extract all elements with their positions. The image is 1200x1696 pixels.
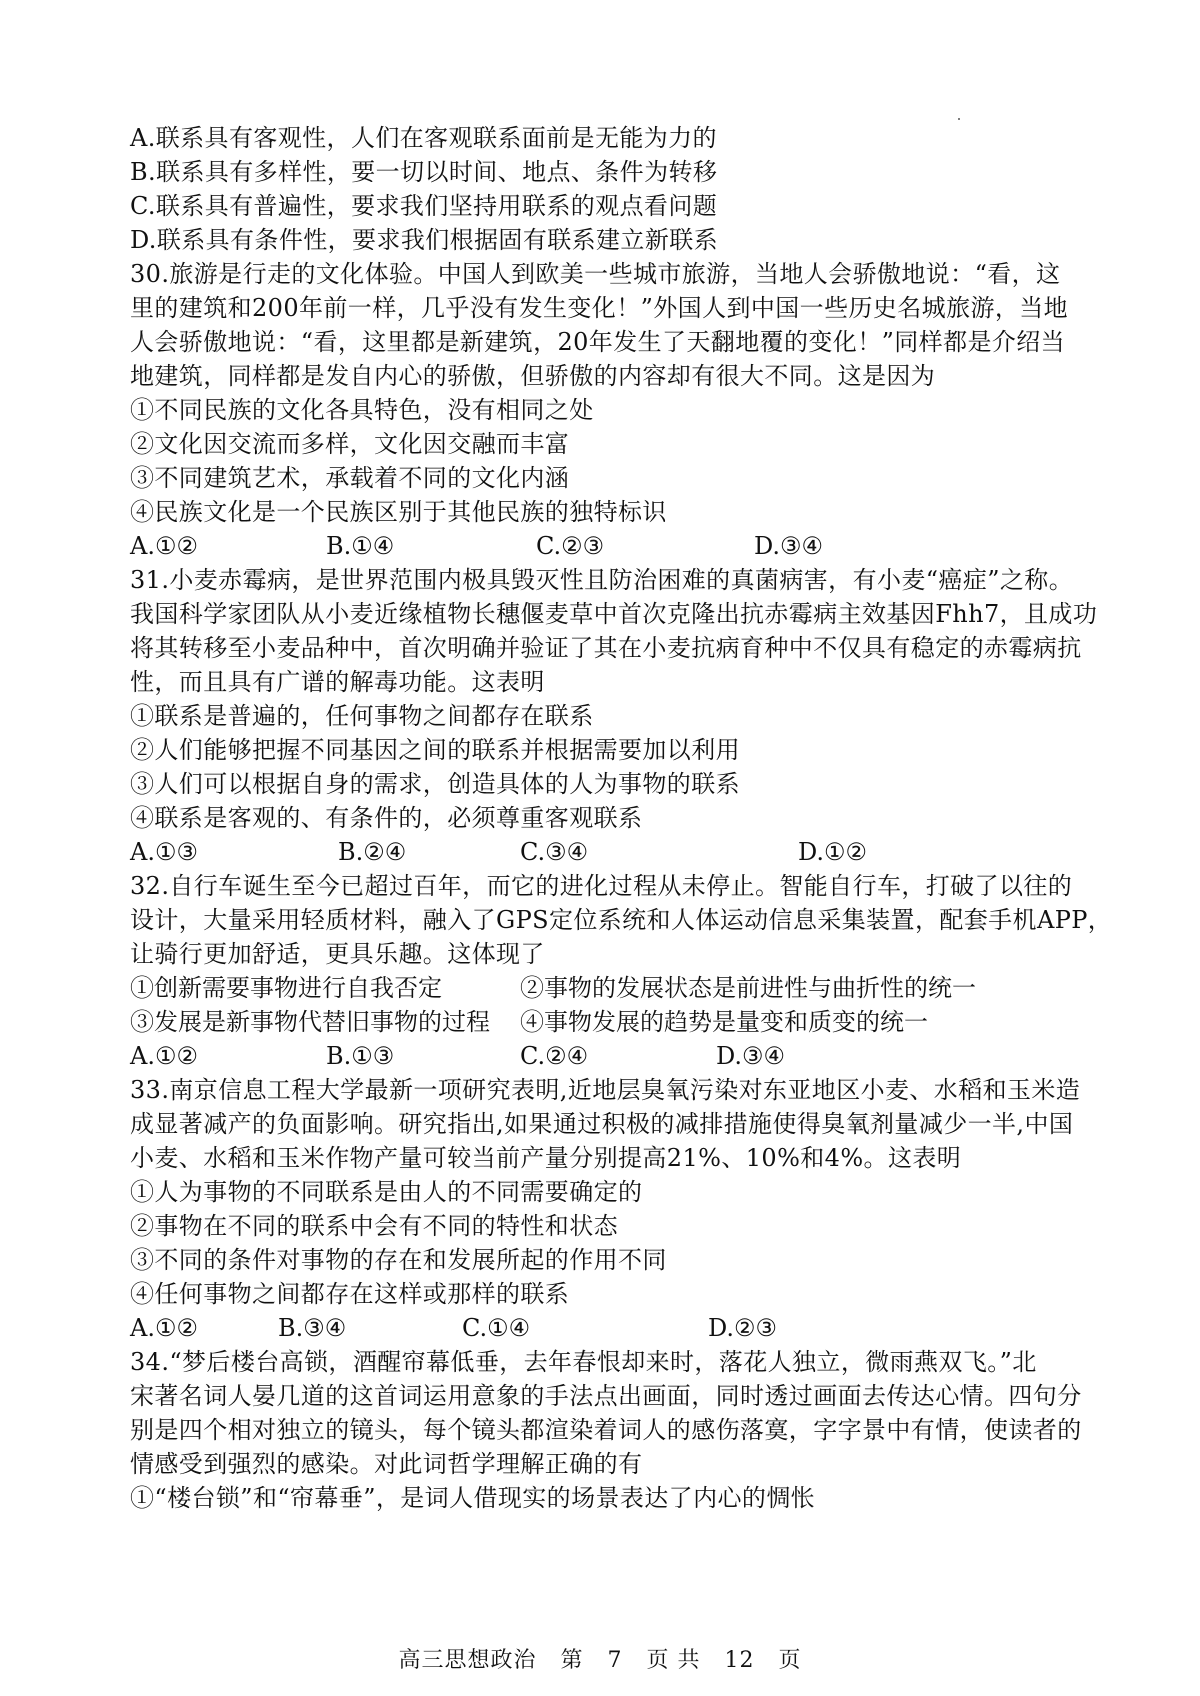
q31-item-3: ③人们可以根据自身的需求，创造具体的人为事物的联系 [130,770,740,798]
q29-option-c: C.联系具有普遍性，要求我们坚持用联系的观点看问题 [130,192,718,220]
q30-item-1: ①不同民族的文化各具特色，没有相同之处 [130,396,594,424]
q32-choice-a: A.①② [130,1042,198,1070]
q30-stem-line: 人会骄傲地说：“看，这里都是新建筑，20年发生了天翻地覆的变化！”同样都是介绍当 [130,328,1066,356]
q33-choice-a: A.①② [130,1314,198,1342]
q32-stem-line: 让骑行更加舒适，更具乐趣。这体现了 [130,940,545,968]
q34-stem-line: 34.“梦后楼台高锁，酒醒帘幕低垂，去年春恨却来时，落花人独立，微雨燕双飞。”北 [130,1348,1037,1376]
q30-item-2: ②文化因交流而多样，文化因交融而丰富 [130,430,570,458]
q33-choice-d: D.②③ [708,1314,778,1342]
q31-item-2: ②人们能够把握不同基因之间的联系并根据需要加以利用 [130,736,740,764]
q34-stem-line: 宋著名词人晏几道的这首词运用意象的手法点出画面，同时透过画面去传达心情。四句分 [130,1382,1082,1410]
q32-choice-d: D.③④ [716,1042,786,1070]
q30-choice-a: A.①② [130,532,198,560]
page-footer [0,1646,1200,1676]
q32-item-2: ②事物的发展状态是前进性与曲折性的统一 [520,974,976,1002]
q31-choice-c: C.③④ [520,838,589,866]
q31-item-4: ④联系是客观的、有条件的，必须尊重客观联系 [130,804,643,832]
q30-item-4: ④民族文化是一个民族区别于其他民族的独特标识 [130,498,667,526]
q31-choice-d: D.①② [798,838,868,866]
q34-item-1: ①“楼台锁”和“帘幕垂”，是词人借现实的场景表达了内心的惆怅 [130,1484,816,1512]
footer-prefix: 第 [560,1648,584,1673]
q33-item-1: ①人为事物的不同联系是由人的不同需要确定的 [130,1178,643,1206]
q29-option-d: D.联系具有条件性，要求我们根据固有联系建立新联系 [130,226,719,254]
q33-stem-line: 成显著减产的负面影响。研究指出,如果通过积极的减排措施使得臭氧剂量减少一半,中国 [130,1110,1074,1138]
q32-item-1: ①创新需要事物进行自我否定 [130,974,442,1002]
q30-stem-line: 地建筑，同样都是发自内心的骄傲，但骄傲的内容却有很大不同。这是因为 [130,362,936,390]
q30-item-3: ③不同建筑艺术，承载着不同的文化内涵 [130,464,570,492]
q31-item-1: ①联系是普遍的，任何事物之间都存在联系 [130,702,594,730]
q29-option-a: A.联系具有客观性，人们在客观联系面前是无能为力的 [130,124,717,152]
q34-stem-line: 别是四个相对独立的镜头，每个镜头都渲染着词人的感伤落寞，字字景中有情，使读者的 [130,1416,1082,1444]
q31-choice-b: B.②④ [338,838,407,866]
q31-stem-line: 我国科学家团队从小麦近缘植物长穗偃麦草中首次克隆出抗赤霉病主效基因Fhh7，且成功 [130,600,1098,628]
q30-choice-c: C.②③ [536,532,605,560]
q32-item-4: ④事物发展的趋势是量变和质变的统一 [520,1008,928,1036]
q30-stem-line: 里的建筑和200年前一样，几乎没有发生变化！”外国人到中国一些历史名城旅游，当地 [130,294,1069,322]
q34-stem-line: 情感受到强烈的感染。对此词哲学理解正确的有 [130,1450,643,1478]
q33-stem-line: 小麦、水稻和玉米作物产量可较当前产量分别提高21%、10%和4%。这表明 [130,1144,962,1172]
q31-choice-a: A.①③ [130,838,198,866]
q31-stem-line: 性，而且具有广谱的解毒功能。这表明 [130,668,545,696]
q32-choice-b: B.①③ [326,1042,395,1070]
q33-item-4: ④任何事物之间都存在这样或那样的联系 [130,1280,570,1308]
q32-stem-line: 32.自行车诞生至今已超过百年，而它的进化过程从未停止。智能自行车，打破了以往的 [130,872,1073,900]
q31-stem-line: 31.小麦赤霉病，是世界范围内极具毁灭性且防治困难的真菌病害，有小麦“癌症”之称。 [130,566,1074,594]
scan-speck [958,118,960,120]
q33-choice-b: B.③④ [278,1314,347,1342]
q30-stem-line: 30.旅游是行走的文化体验。中国人到欧美一些城市旅游，当地人会骄傲地说：“看，这 [130,260,1061,288]
q30-choice-d: D.③④ [754,532,824,560]
q29-option-b: B.联系具有多样性，要一切以时间、地点、条件为转移 [130,158,718,186]
q32-stem-line: 设计，大量采用轻质材料，融入了GPS定位系统和人体运动信息采集装置，配套手机APP， [130,906,1113,934]
q33-item-3: ③不同的条件对事物的存在和发展所起的作用不同 [130,1246,667,1274]
q32-item-3: ③发展是新事物代替旧事物的过程 [130,1008,490,1036]
footer-mid: 页 共 [646,1648,701,1673]
q33-stem-line: 33.南京信息工程大学最新一项研究表明,近地层臭氧污染对东亚地区小麦、水稻和玉米造 [130,1076,1081,1104]
q33-choice-c: C.①④ [462,1314,531,1342]
q31-stem-line: 将其转移至小麦品种中，首次明确并验证了其在小麦抗病育种中不仅具有稳定的赤霉病抗 [130,634,1082,662]
footer-subject: 高三思想政治 [398,1648,537,1673]
footer-total-pages: 12 [724,1648,755,1673]
q32-choice-c: C.②④ [520,1042,589,1070]
q30-choice-b: B.①④ [326,532,395,560]
footer-page-number: 7 [607,1648,623,1673]
footer-suffix: 页 [778,1648,802,1673]
q33-item-2: ②事物在不同的联系中会有不同的特性和状态 [130,1212,618,1240]
